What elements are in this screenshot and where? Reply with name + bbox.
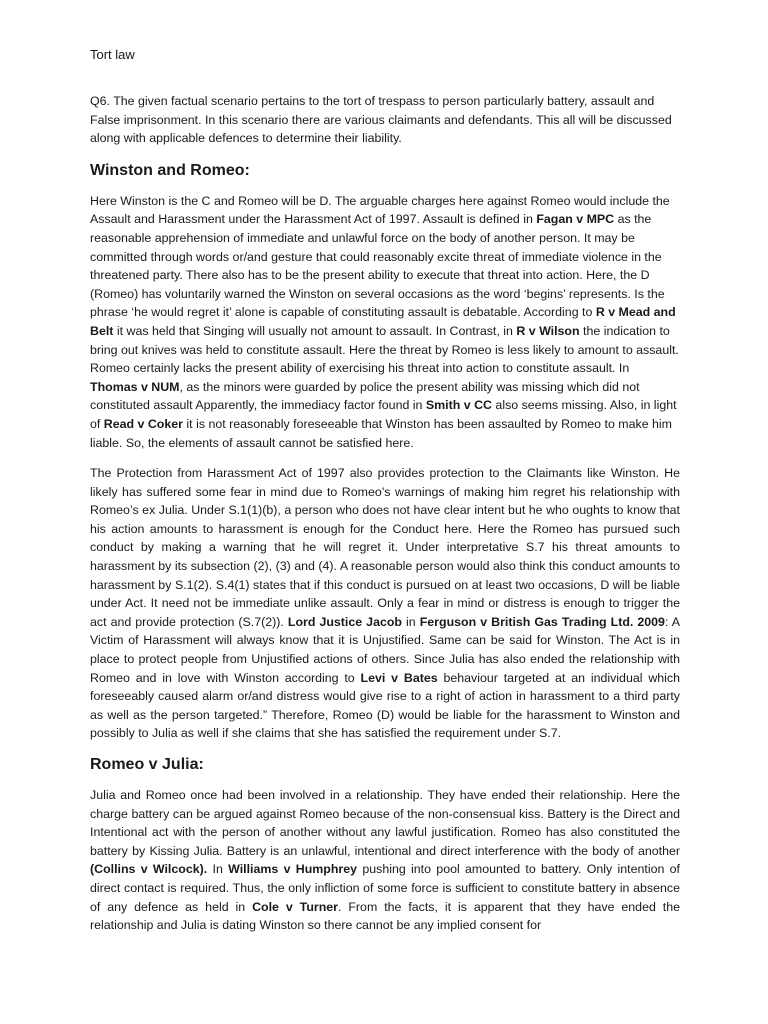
document-header: Tort law xyxy=(90,47,135,62)
case-citation: Ferguson v British Gas Trading Ltd. 2009 xyxy=(419,614,665,629)
body-paragraph: Here Winston is the C and Romeo will be D. The arguable charges here against Romeo would include the Assault and Harassment under the Harassment Act of 1997. Assault is defined in Fagan v MPC as the reasonable apprehension of immediate and unlawful force on the body of another person. It may be committed through words or/and gesture that could reasonably excite threat of immediate violence in the threatened party. There also has to be the present ability to execute that threat into action. Here, the D (Romeo) has voluntarily warned the Winston on several occasions as the word ‘begins’ represents. Is the phrase ‘he would regret it’ alone is capable of constituting assault is debatable. According to R v Mead and Belt it was held that Singing will usually not amount to assault. In Contrast, in R v Wilson the indication to bring out knives was held to constitute assault. Here the threat by Romeo is less likely to amount to assault. Romeo certainly lacks the present ability of exercising his threat into action to constitute assault. In Thomas v NUM, as the minors were guarded by police the present ability was missing which did not constituted assault Apparently, the immediacy factor found in Smith v CC also seems missing. Also, in light of Read v Coker it is not reasonably foreseeable that Winston has been assaulted by Romeo to make him liable. So, the elements of assault cannot be satisfied here. xyxy=(90,193,679,450)
case-citation: R v Mead and Belt xyxy=(90,305,676,338)
body-paragraph: Julia and Romeo once had been involved in a relationship. They have ended their relationship. Here the charge battery can be argued against Romeo because of the non-consensual kiss. Battery is the Direct and Intentional act with the person of another without any lawful justification. Romeo has also constituted the battery by Kissing Julia. Battery is an unlawful, intentional and direct interference with the body of another (Collins v Wilcock). In Williams v Humphrey pushing into pool amounted to battery. Only intention of direct contact is required. Thus, the only infliction of some force is sufficient to constitute battery in absence of any defence as held in Cole v Turner. From the facts, it is apparent that they have ended the relationship and Julia is dating Winston so there cannot be any implied consent for xyxy=(90,788,681,933)
case-citation: Cole v Turner xyxy=(252,899,338,914)
case-citation: Williams v Humphrey xyxy=(228,862,358,877)
case-citation: Read v Coker xyxy=(103,416,183,431)
case-citation: Levi v Bates xyxy=(360,670,438,685)
case-citation: Thomas v NUM xyxy=(90,379,180,394)
case-citation: Smith v CC xyxy=(425,398,492,413)
case-citation: R v Wilson xyxy=(516,323,580,338)
case-citation: Fagan v MPC xyxy=(536,212,615,227)
case-citation: Lord Justice Jacob xyxy=(287,614,402,629)
case-citation: (Collins v Wilcock). xyxy=(90,862,208,877)
section-heading-romeo-julia: Romeo v Julia: xyxy=(90,756,204,773)
intro-paragraph: Q6. The given factual scenario pertains to the tort of trespass to person particularly battery, assault and False imprisonment. In this scenario there are various claimants and defendants. This all will be discussed along with applicable defences to determine their liability. xyxy=(90,94,672,146)
body-paragraph: The Protection from Harassment Act of 1997 also provides protection to the Claimants like Winston. He likely has suffered some fear in mind due to Romeo’s warnings of making him regret his relationship with Romeo’s ex Julia. Under S.1(1)(b), a person who does not have clear intent but he who oughts to know that his action amounts to harassment is enough for the Conduct here. Here the Romeo has pursued such conduct by making a warning that he will regret it. Under interpretative S.7 his threat amounts to harassment by its subsection (2), (3) and (4). A reasonable person would also think this conduct amounts to harassment by S.1(2). S.4(1) states that if this conduct is pursued on at least two occasions, D will be liable under Act. It need not be immediate unlike assault. Only a fear in mind or distress is enough to trigger the act and provide protection (S.7(2)). Lord Justice Jacob in Ferguson v British Gas Trading Ltd. 2009: A Victim of Harassment will always know that it is Unjustified. Same can be said for Winston. The Act is in place to protect people from Unjustified actions of others. Since Julia has also ended the relationship with Romeo and in love with Winston according to Levi v Bates behaviour targeted at an individual which foreseeably caused alarm or/and distress would give rise to a right of action in harassment to a third party as well as the person targeted.” Therefore, Romeo (D) would be liable for the harassment to Winston and possibly to Julia as well if she claims that she has satisfied the requirement under S.7. xyxy=(90,466,681,741)
section-heading-winston-romeo: Winston and Romeo: xyxy=(90,161,250,179)
